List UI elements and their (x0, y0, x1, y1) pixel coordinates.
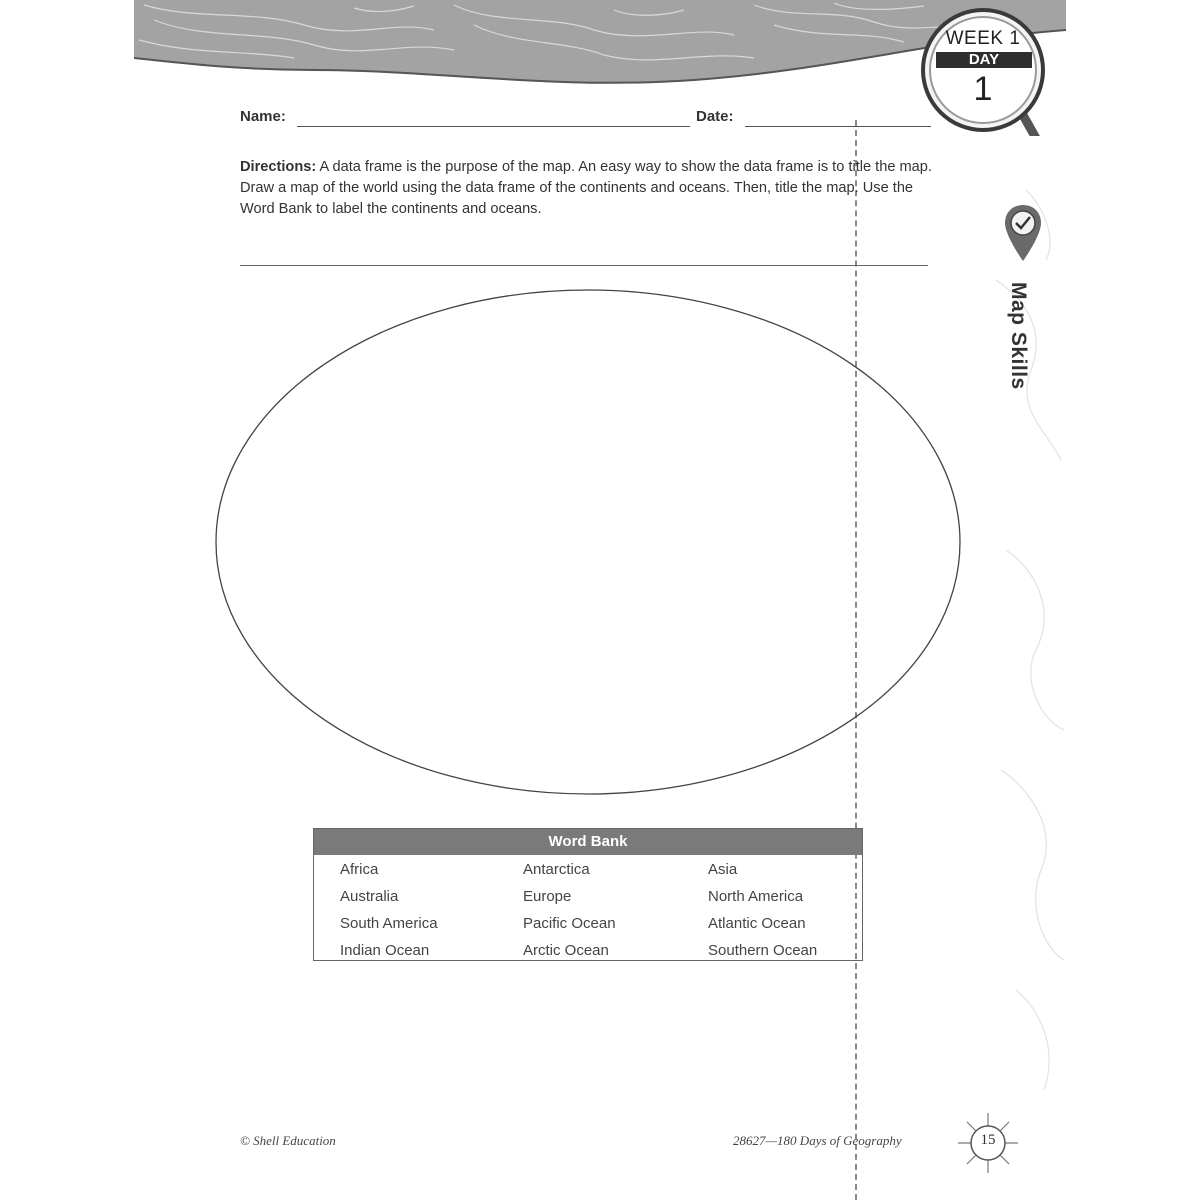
directions-label: Directions: (240, 159, 317, 175)
word-bank-item: North America (708, 888, 804, 905)
word-bank-title: Word Bank (314, 829, 862, 855)
footer-book-title: 28627—180 Days of Geography (733, 1133, 902, 1148)
day-number: 1 (973, 70, 993, 108)
word-bank-item: Asia (708, 861, 738, 878)
date-label: Date: (696, 108, 734, 125)
name-field[interactable] (297, 126, 690, 127)
word-bank-item: Australia (340, 888, 399, 905)
word-bank-item: Europe (523, 888, 572, 905)
word-bank-grid (314, 855, 862, 962)
map-drawing-area[interactable] (215, 288, 961, 796)
word-bank-item: Indian Ocean (340, 942, 430, 959)
name-label: Name: (240, 108, 286, 125)
date-field[interactable] (745, 126, 931, 127)
word-bank-item: Atlantic Ocean (708, 915, 806, 932)
word-bank-item: Pacific Ocean (523, 915, 616, 932)
footer-publisher: © Shell Education (240, 1133, 336, 1148)
week-label: WEEK 1 (945, 28, 1021, 49)
directions-text (240, 157, 940, 220)
word-bank-item: Southern Ocean (708, 942, 818, 959)
word-bank-item: South America (340, 915, 438, 932)
word-bank-item: Africa (340, 861, 379, 878)
day-label: DAY (936, 52, 1032, 68)
checkmark-pin-icon (1003, 203, 1043, 265)
word-bank-item: Antarctica (523, 861, 590, 878)
directions-body: A data frame is the purpose of the map. An easy way to show the data frame is to title the map. Draw a map of the world using the data frame of the continents and oceans. Then, title the map. Use the Word Bank to label the continents and oceans. (240, 159, 932, 217)
page-number: 15 (980, 1132, 996, 1148)
word-bank-item: Arctic Ocean (523, 942, 609, 959)
map-title-line[interactable] (240, 265, 928, 266)
word-bank (313, 828, 863, 961)
section-title: Map Skills (1007, 282, 1030, 390)
